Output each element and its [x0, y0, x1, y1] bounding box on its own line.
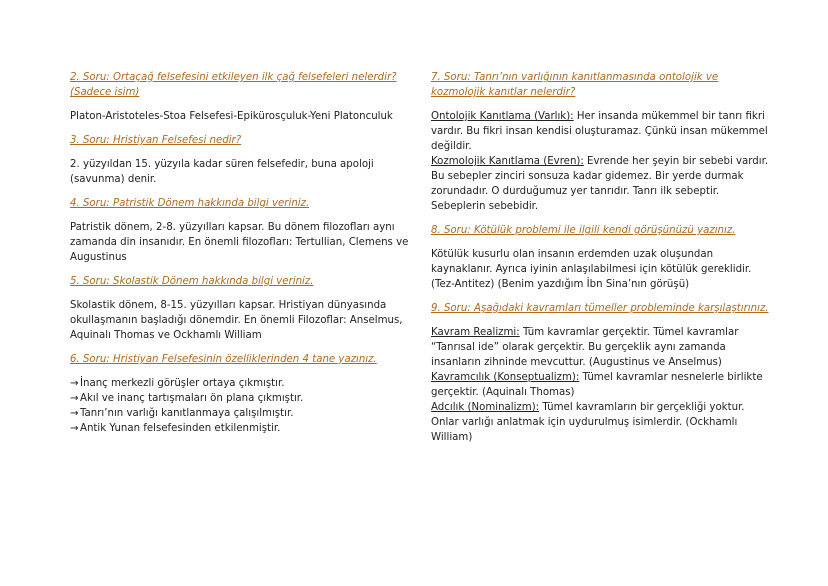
- list-item: [70, 421, 410, 436]
- answer-8: Kötülük kusurlu olan insanın erdemden uzak oluşundan kaynaklanır. Ayrıca iyinin anlaşılabilmesi için kötülük gereklidir. (Tez-Antitez) (Benim yazdığım İbn Sina’nın görüşü): [431, 249, 752, 290]
- answer-6-list: [70, 376, 410, 436]
- list-item-text: Antik Yunan felsefesinden etkilenmiştir.: [80, 423, 281, 434]
- question-5: 5. Soru: Skolastik Dönem hakkında bilgi veriniz.: [70, 276, 314, 287]
- answer-3: 2. yüzyıldan 15. yüzyıla kadar süren felsefedir, buna apoloji (savunma) denir.: [70, 159, 374, 185]
- question-3: 3. Soru: Hristiyan Felsefesi nedir?: [70, 135, 242, 146]
- arrow-right-icon: →: [70, 408, 79, 419]
- list-item-text: Akıl ve inanç tartışmaları ön plana çıkmıştır.: [80, 393, 304, 404]
- ontological-term: Ontolojik Kanıtlama (Varlık):: [431, 111, 574, 122]
- conceptualism-paragraph: [431, 370, 771, 400]
- right-column: [431, 70, 771, 454]
- question-8: 8. Soru: Kötülük problemi ile ilgili kendi görüşünüzü yazınız.: [431, 225, 736, 236]
- list-item-text: İnanç merkezli görüşler ortaya çıkmıştır.: [80, 378, 285, 389]
- left-column: [70, 70, 410, 445]
- question-7: 7. Soru: Tanrı’nın varlığının kanıtlanmasında ontolojik ve kozmolojik kanıtlar nelerdir?: [431, 72, 719, 98]
- answer-4: Patristik dönem, 2-8. yüzyılları kapsar. Bu dönem filozofları aynı zamanda din insanıdır. En önemli filozofları: Tertullian, Clemens ve Augustinus: [70, 222, 409, 263]
- nominalism-paragraph: [431, 400, 771, 445]
- list-item: [70, 406, 410, 421]
- answer-2: Platon-Aristoteles-Stoa Felsefesi-Epikürosçuluk-Yeni Platonculuk: [70, 111, 393, 122]
- answer-7: [431, 109, 771, 214]
- question-2: 2. Soru: Ortaçağ felsefesini etkileyen ilk çağ felsefeleri nelerdir? (Sadece isim): [70, 72, 397, 98]
- list-item: [70, 391, 410, 406]
- question-6: 6. Soru: Hristiyan Felsefesinin özelliklerinden 4 tane yazınız.: [70, 354, 377, 365]
- realism-term: Kavram Realizmi:: [431, 327, 520, 338]
- list-item: [70, 376, 410, 391]
- answer-9: [431, 325, 771, 445]
- cosmological-paragraph: [431, 154, 771, 214]
- conceptualism-term: Kavramcılık (Konseptualizm):: [431, 372, 580, 383]
- realism-text: Tüm kavramlar gerçektir. Tümel kavramlar “Tanrısal ide” olarak gerçektir. Bu gerçeklik aynı zamanda insanların zihninde mevcuttur. (Augustinus ve Anselmus): [431, 327, 739, 368]
- conceptualism-text: Tümel kavramlar nesnelerle birlikte gerçektir. (Aquinalı Thomas): [431, 372, 763, 398]
- arrow-right-icon: →: [70, 378, 79, 389]
- cosmological-term: Kozmolojik Kanıtlama (Evren):: [431, 156, 584, 167]
- arrow-right-icon: →: [70, 423, 79, 434]
- cosmological-text: Evrende her şeyin bir sebebi vardır. Bu sebepler zinciri sonsuza kadar gidemez. Bir yerde durmak zorundadır. O durduğumuz yer tanrıdır. Tanrı ilk sebeptir. Sebeplerin sebebidir.: [431, 156, 769, 212]
- question-9: 9. Soru: Aşağıdaki kavramları tümeller probleminde karşılaştırınız.: [431, 303, 769, 314]
- nominalism-term: Adcılık (Nominalizm):: [431, 402, 540, 413]
- list-item-text: Tanrı’nın varlığı kanıtlanmaya çalışılmıştır.: [80, 408, 294, 419]
- question-4: 4. Soru: Patristik Dönem hakkında bilgi veriniz.: [70, 198, 310, 209]
- arrow-right-icon: →: [70, 393, 79, 404]
- answer-5: Skolastik dönem, 8-15. yüzyılları kapsar. Hristiyan dünyasında okullaşmanın başladığı dönemdir. En önemli Filozoflar: Anselmus, Aquinalı Thomas ve Ockhamlı William: [70, 300, 403, 341]
- nominalism-text: Tümel kavramların bir gerçekliği yoktur. Onlar varlığı anlatmak için uydurulmuş isimlerdir. (Ockhamlı William): [431, 402, 745, 443]
- realism-paragraph: [431, 325, 771, 370]
- ontological-text: Her insanda mükemmel bir tanrı fikri vardır. Bu fikri insan kendisi oluşturamaz. Çünkü insan mükemmel değildir.: [431, 111, 768, 152]
- ontological-paragraph: [431, 109, 771, 154]
